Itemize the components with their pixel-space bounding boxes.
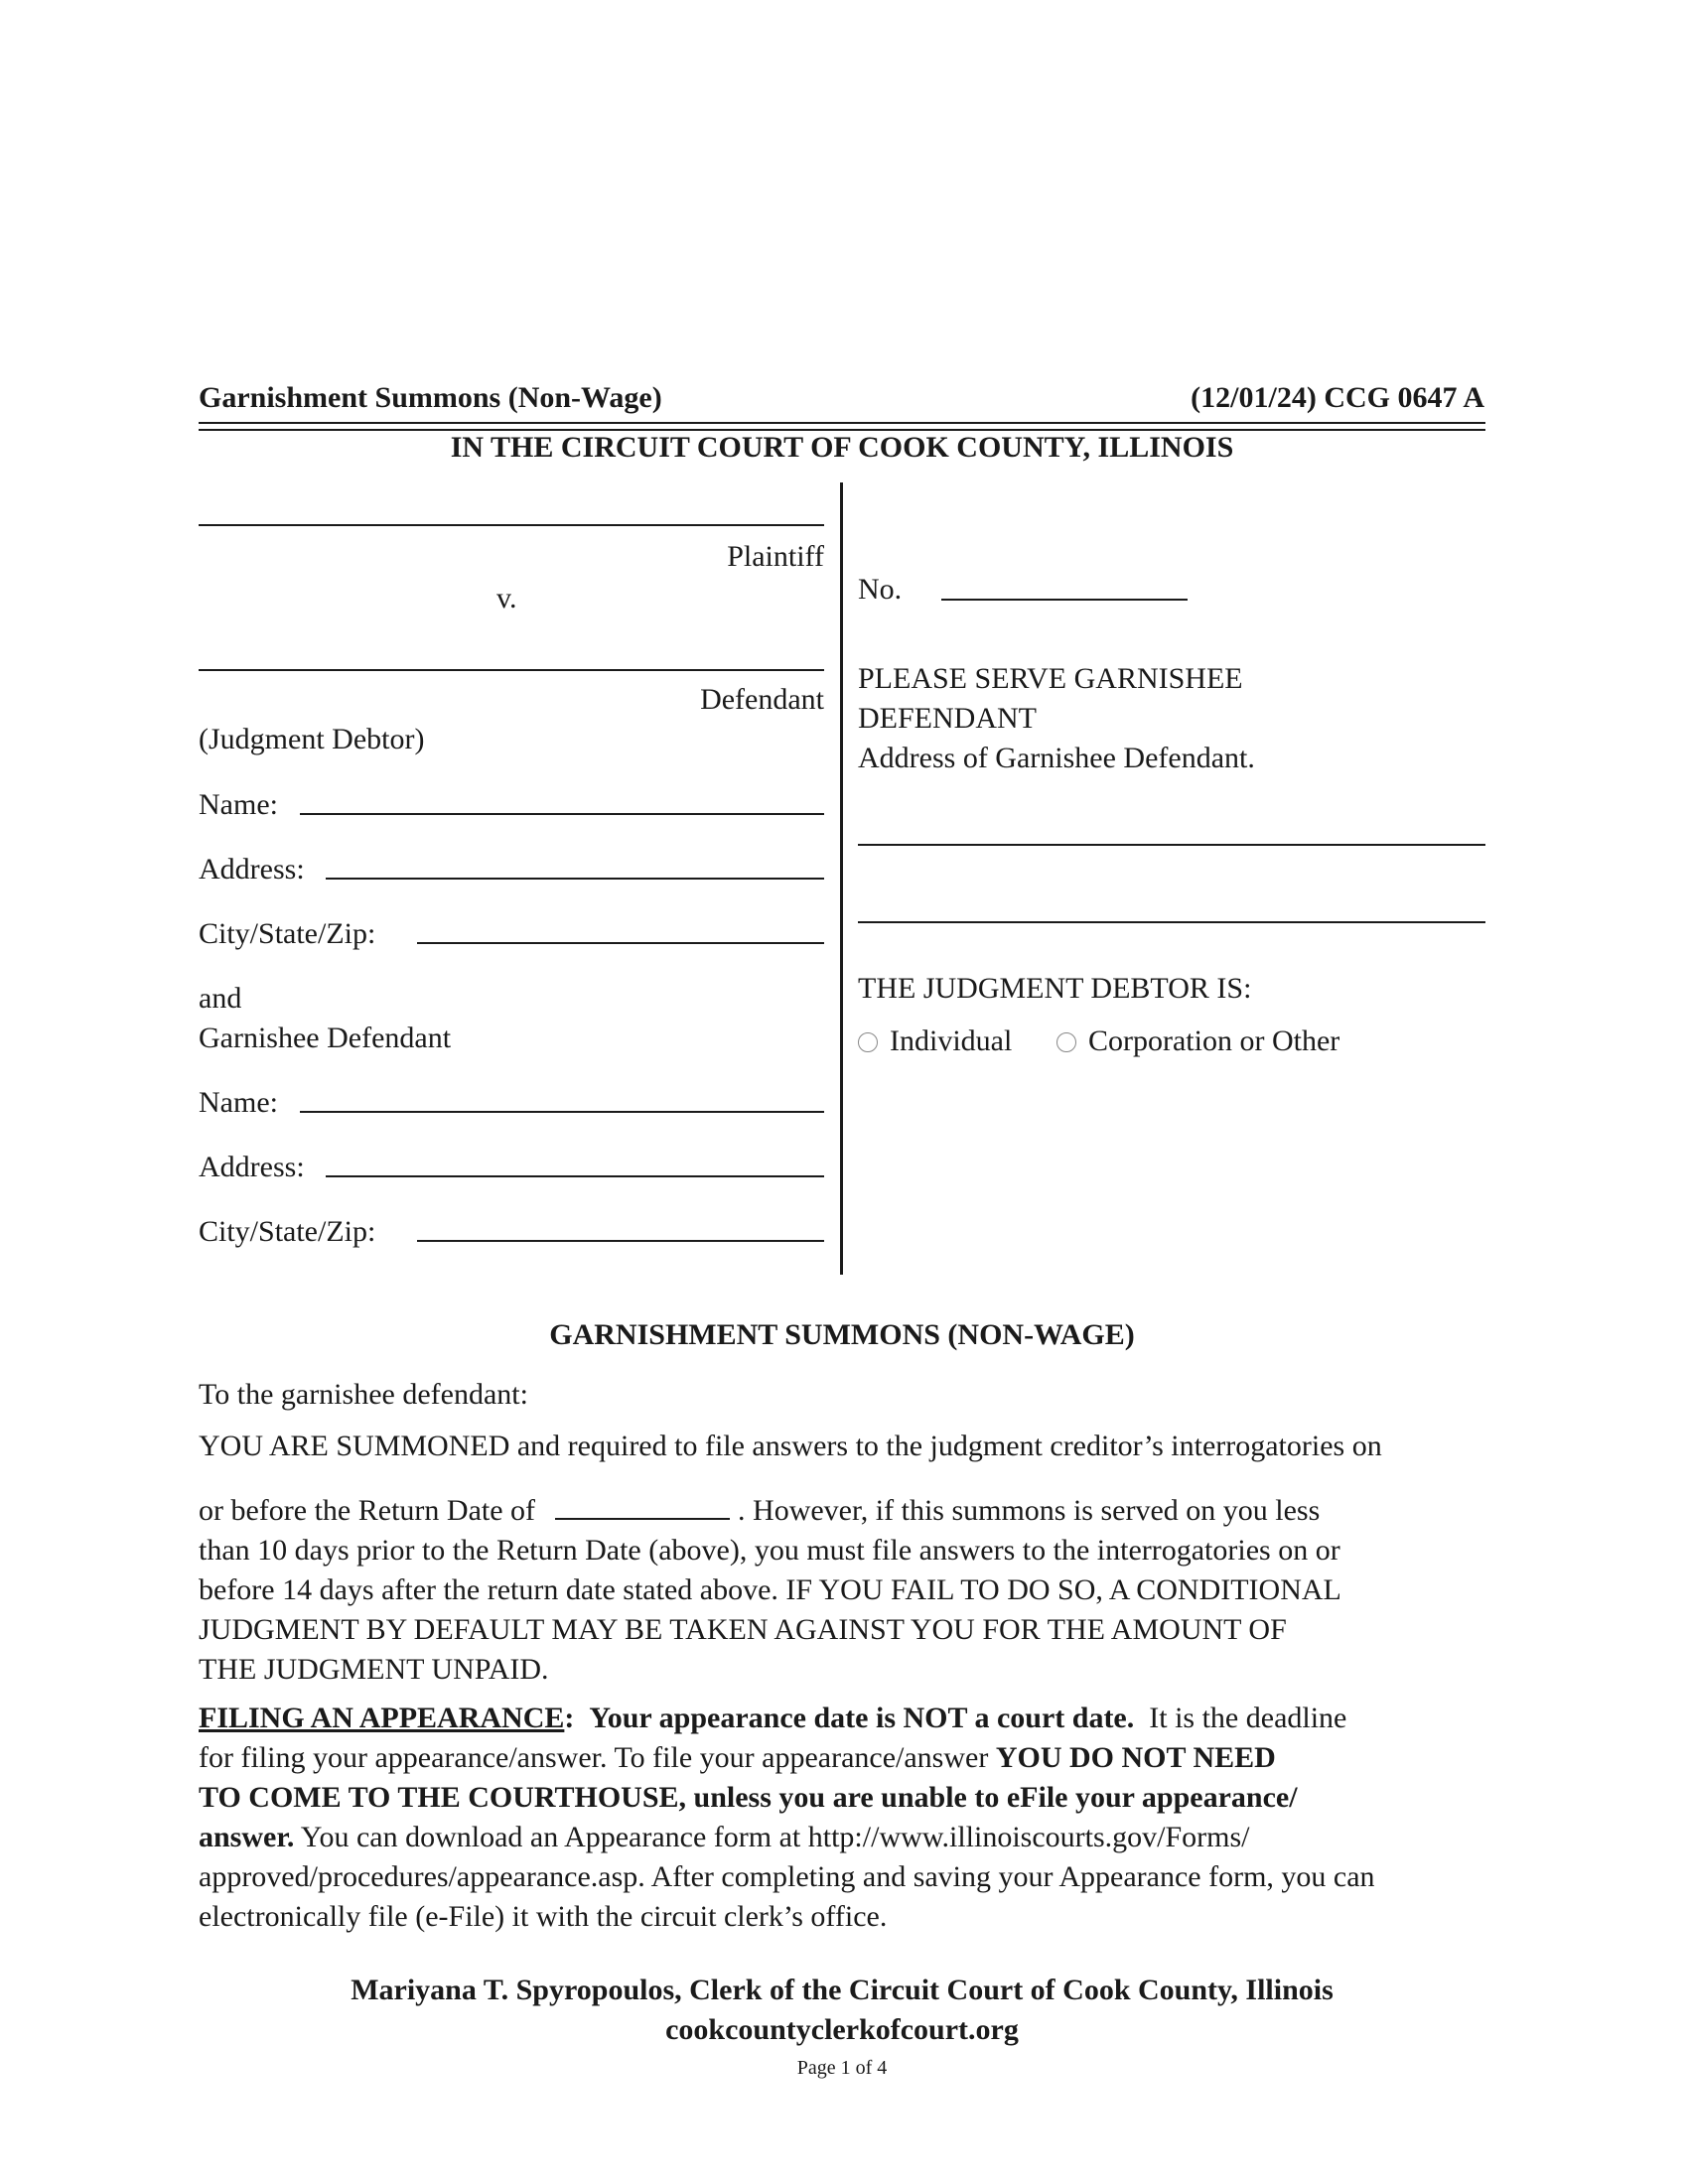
return-date-suffix: . However, if this summons is served on you less: [738, 1494, 1321, 1527]
clerk-website: cookcountyclerkofcourt.org: [665, 2013, 1019, 2046]
caption-divider: [840, 482, 843, 1275]
summons-line2: [199, 1491, 1489, 1531]
garnishee-address-line2-field[interactable]: [858, 921, 1485, 923]
appearance-heading: FILING AN APPEARANCE: [199, 1702, 565, 1734]
summons-title: GARNISHMENT SUMMONS (NON-WAGE): [549, 1318, 1135, 1351]
summons-line1: YOU ARE SUMMONED and required to file answers to the judgment creditor’s interrogatories on: [199, 1430, 1382, 1462]
debtor-city-label: City/State/Zip:: [199, 917, 376, 950]
garnishee-label: Garnishee Defendant: [199, 1022, 452, 1054]
judgment-debtor-label: (Judgment Debtor): [199, 723, 425, 755]
appearance-line5: approved/procedures/appearance.asp. After completing and saving your Appearance form, you can: [199, 1860, 1375, 1893]
form-code: (12/01/24) CCG 0647 A: [1191, 381, 1484, 414]
corporation-radio[interactable]: [1056, 1032, 1076, 1052]
defendant-name-field[interactable]: [199, 669, 824, 671]
court-name: IN THE CIRCUIT COURT OF COOK COUNTY, ILLINOIS: [450, 431, 1234, 464]
versus-label: v.: [496, 582, 517, 614]
summons-line3: than 10 days prior to the Return Date (above), you must file answers to the interrogatories on or: [199, 1534, 1340, 1567]
appearance-line3: TO COME TO THE COURTHOUSE, unless you are unable to eFile your appearance/: [199, 1781, 1298, 1814]
option-corporation[interactable]: [1056, 1022, 1339, 1061]
individual-label: Individual: [890, 1024, 1013, 1057]
corporation-label: Corporation or Other: [1088, 1024, 1340, 1057]
serve-heading-line1: PLEASE SERVE GARNISHEE: [858, 662, 1243, 695]
summons-line4: before 14 days after the return date stated above. IF YOU FAIL TO DO SO, A CONDITIONAL: [199, 1573, 1341, 1606]
debtor-address-label: Address:: [199, 853, 305, 886]
garnishee-city-label: City/State/Zip:: [199, 1215, 376, 1248]
appearance-bold-note: Your appearance date is NOT a court date.: [589, 1702, 1135, 1734]
and-label: and: [199, 982, 242, 1015]
return-date-prefix: or before the Return Date of: [199, 1494, 536, 1527]
appearance-line1: FILING AN APPEARANCE: Your appearance date is NOT a court date. It is the deadline: [199, 1702, 1347, 1734]
appearance-line4: answer. You can download an Appearance form at http://www.illinoiscourts.gov/Forms/: [199, 1821, 1250, 1853]
summons-line6: THE JUDGMENT UNPAID.: [199, 1653, 549, 1686]
individual-radio[interactable]: [858, 1032, 878, 1052]
garnishee-address-field[interactable]: [326, 1175, 824, 1177]
appearance-line2: for filing your appearance/answer. To file your appearance/answer YOU DO NOT NEED: [199, 1741, 1276, 1774]
appearance-line6: electronically file (e-File) it with the circuit clerk’s office.: [199, 1900, 888, 1933]
plaintiff-label: Plaintiff: [727, 540, 824, 573]
garnishee-name-label: Name:: [199, 1086, 278, 1119]
salutation: To the garnishee defendant:: [199, 1378, 528, 1411]
header-rule: [199, 422, 1485, 424]
debtor-city-field[interactable]: [417, 942, 824, 944]
garnishee-address-label: Address:: [199, 1151, 305, 1183]
summons-line5: JUDGMENT BY DEFAULT MAY BE TAKEN AGAINST YOU FOR THE AMOUNT OF: [199, 1613, 1287, 1646]
case-number-label: No.: [858, 573, 903, 606]
return-date-field[interactable]: [555, 1496, 730, 1520]
clerk-signature: Mariyana T. Spyropoulos, Clerk of the Circuit Court of Cook County, Illinois: [351, 1974, 1334, 2006]
case-number-field[interactable]: [941, 599, 1188, 601]
option-individual[interactable]: [858, 1022, 1012, 1061]
garnishee-name-field[interactable]: [300, 1111, 824, 1113]
plaintiff-name-field[interactable]: [199, 524, 824, 526]
debtor-address-field[interactable]: [326, 878, 824, 880]
garnishee-city-field[interactable]: [417, 1240, 824, 1242]
page-number: Page 1 of 4: [796, 2057, 888, 2079]
serve-heading-line2: DEFENDANT: [858, 702, 1037, 735]
debtor-type-label: THE JUDGMENT DEBTOR IS:: [858, 972, 1252, 1005]
form-title: Garnishment Summons (Non-Wage): [199, 381, 662, 414]
appearance-form-link: You can download an Appearance form at http://www.illinoiscourts.gov/Forms/: [300, 1821, 1250, 1853]
debtor-name-label: Name:: [199, 788, 278, 821]
serve-address-label: Address of Garnishee Defendant.: [858, 742, 1255, 774]
defendant-label: Defendant: [700, 683, 824, 716]
debtor-name-field[interactable]: [300, 813, 824, 815]
garnishee-address-line1-field[interactable]: [858, 844, 1485, 846]
